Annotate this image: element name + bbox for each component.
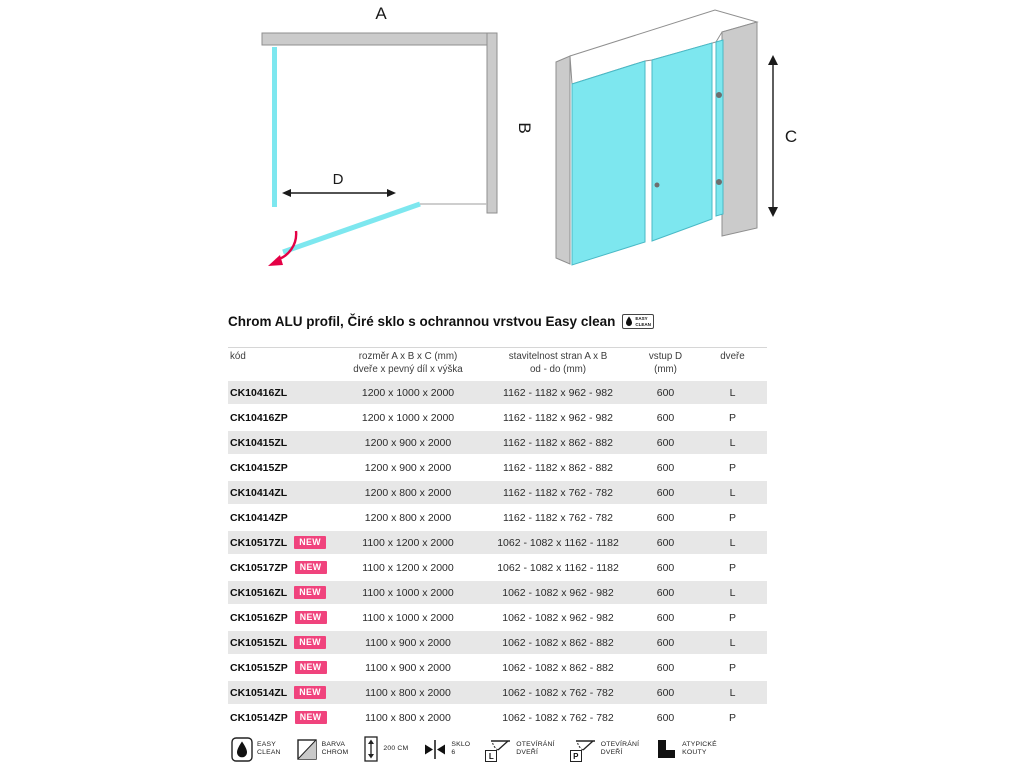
adjustability-cell: 1062 - 1082 x 962 - 982 [502,611,614,624]
left-wall [556,56,570,264]
door-side-cell: P [728,511,736,524]
product-code-cell [228,387,333,399]
glass-thickness-icon [423,737,447,762]
dim-b-label: B [515,122,534,134]
dimensions-cell: 1100 x 1000 x 2000 [362,586,454,599]
door-side-cell: P [728,611,736,624]
table-row [228,506,767,529]
table-row [228,706,767,729]
isometric-diagram [545,0,815,300]
product-code-cell [228,412,333,424]
entry-width-cell: 600 [656,711,675,724]
dimensions-cell: 1200 x 900 x 2000 [364,461,452,474]
product-code: CK10515ZP [230,661,288,674]
door-side-cell: L [729,436,736,449]
header-vstup: vstup D (mm) [648,351,683,375]
adjustability-cell: 1062 - 1082 x 762 - 782 [502,711,614,724]
dim-c-label: C [784,127,798,146]
right-wall [487,33,497,213]
table-row [228,656,767,679]
table-row [228,531,767,554]
feature-barva-chrom: BARVA CHROM [296,737,349,762]
adjustability-cell: 1062 - 1082 x 862 - 882 [502,636,614,649]
product-code-cell [228,462,333,474]
dim-c-arrow [768,55,778,217]
dimensions-cell: 1200 x 1000 x 2000 [361,411,455,424]
hinge-glass-strip [716,40,723,216]
adjustability-cell: 1062 - 1082 x 1162 - 1182 [497,536,619,549]
adjustability-cell: 1162 - 1182 x 962 - 982 [503,411,613,424]
new-badge: NEW [294,536,326,549]
door-side-cell: L [729,686,736,699]
dimensions-cell: 1200 x 800 x 2000 [364,486,452,499]
table-row [228,631,767,654]
easy-clean-badge [622,314,654,329]
product-code-cell [228,536,333,549]
entry-width-cell: 600 [656,586,675,599]
table-row [228,556,767,579]
product-code-cell [228,636,333,649]
badge-line1: EASY [635,316,648,322]
product-code: CK10415ZL [230,436,288,449]
dimensions-cell: 1100 x 1200 x 2000 [362,536,454,549]
entry-width-cell: 600 [656,436,675,449]
product-code: CK10516ZL [230,586,288,599]
table-row [228,381,767,404]
door-swing-arrow [268,231,296,266]
door-side-cell: L [729,636,736,649]
door-handle [655,183,660,188]
drop-icon [625,316,633,327]
door-side-cell: P [728,411,736,424]
product-code-cell [228,661,333,674]
new-badge: NEW [295,561,327,574]
table-row [228,481,767,504]
easy-clean-icon [231,737,253,762]
entry-width-cell: 600 [656,561,675,574]
product-code-cell [228,586,333,599]
entry-width-cell: 600 [656,636,675,649]
door-open-left-icon [485,736,512,762]
entry-width-cell: 600 [656,486,675,499]
entry-width-cell: 600 [656,661,675,674]
dim-d-label: D [332,171,344,188]
fixed-glass-panel [272,47,277,207]
feature-icons-row [231,736,717,762]
header-stavitelnost: stavitelnost stran A x B od - do (mm) [508,351,608,375]
door-side-cell: P [728,711,736,724]
height-arrow-icon [363,736,379,762]
product-code: CK10416ZL [230,386,288,399]
door-side-cell: L [729,536,736,549]
dimensions-cell: 1100 x 1000 x 2000 [362,611,454,624]
hinge-bottom [716,179,722,185]
door-glass-panel [652,43,712,241]
new-badge: NEW [295,661,327,674]
adjustability-cell: 1162 - 1182 x 862 - 882 [503,461,613,474]
dimensions-cell: 1200 x 800 x 2000 [364,511,452,524]
header-dvere: dveře [720,351,745,362]
adjustability-cell: 1062 - 1082 x 762 - 782 [502,686,614,699]
adjustability-cell: 1062 - 1082 x 1162 - 1182 [497,561,619,574]
page-title: Chrom ALU profil, Čiré sklo s ochrannou vrstvou Easy clean [228,314,616,329]
door-side-cell: P [728,561,736,574]
hinge-top [716,92,722,98]
right-wall [722,22,757,236]
product-code-cell [228,512,333,524]
door-side-cell: L [729,586,736,599]
dimensions-cell: 1200 x 1000 x 2000 [361,386,455,399]
new-badge: NEW [294,586,326,599]
entry-width-cell: 600 [656,536,675,549]
dimensions-cell: 1100 x 1200 x 2000 [362,561,454,574]
new-badge: NEW [294,686,326,699]
table-row [228,406,767,429]
new-badge: NEW [295,611,327,624]
feature-easy-clean: EASY CLEAN [231,737,281,762]
table-row [228,681,767,704]
adjustability-cell: 1062 - 1082 x 862 - 882 [502,661,614,674]
door-open-right-icon [570,736,597,762]
adjustability-cell: 1162 - 1182 x 762 - 782 [503,511,613,524]
adjustability-cell: 1162 - 1182 x 862 - 882 [503,436,613,449]
corner-icon [654,737,678,761]
header-kod: kód [230,351,246,362]
feature-atypical-corners: ATYPICKÉ KOUTY [654,737,717,761]
product-code: CK10515ZL [230,636,288,649]
table-header [228,350,767,381]
product-code: CK10416ZP [230,411,288,424]
dimensions-cell: 1100 x 900 x 2000 [365,636,451,649]
chrome-swatch-icon [296,737,318,762]
header-rozmer: rozměr A x B x C (mm) dveře x pevný díl x výška [353,351,463,375]
dimensions-cell: 1200 x 900 x 2000 [364,436,452,449]
door-side-cell: P [728,461,736,474]
product-code: CK10516ZP [230,611,288,624]
product-code: CK10514ZL [230,686,288,699]
new-badge: NEW [294,636,326,649]
new-badge: NEW [295,711,327,724]
dim-d-arrow [282,189,396,197]
door-glass-panel [283,204,420,252]
product-code-cell [228,686,333,699]
door-side-cell: L [729,386,736,399]
door-side-cell: L [729,486,736,499]
spec-table [228,347,767,731]
door-letter: L [485,750,497,762]
door-letter: P [570,750,582,762]
entry-width-cell: 600 [656,686,675,699]
table-row [228,431,767,454]
product-code: CK10414ZP [230,511,288,524]
dimensions-cell: 1100 x 800 x 2000 [365,686,451,699]
product-code: CK10415ZP [230,461,288,474]
product-code-cell [228,711,333,724]
product-code-cell [228,611,333,624]
entry-width-cell: 600 [656,411,675,424]
product-code: CK10514ZP [230,711,288,724]
product-code-cell [228,437,333,449]
feature-height-200: 200 CM [363,736,408,762]
table-body [228,381,767,729]
dim-a-label: A [375,4,387,23]
product-code-cell [228,487,333,499]
badge-line2: CLEAN [635,321,651,327]
top-view-diagram [230,0,540,300]
product-code: CK10414ZL [230,486,288,499]
door-side-cell: P [728,661,736,674]
dimensions-cell: 1100 x 900 x 2000 [365,661,451,674]
adjustability-cell: 1062 - 1082 x 962 - 982 [502,586,614,599]
entry-width-cell: 600 [656,461,675,474]
table-row [228,581,767,604]
product-code: CK10517ZL [230,536,288,549]
adjustability-cell: 1162 - 1182 x 962 - 982 [503,386,613,399]
table-row [228,456,767,479]
table-row [228,606,767,629]
top-wall [262,33,495,45]
feature-sklo-6: SKLO 6 [423,737,470,762]
product-code-cell [228,561,333,574]
entry-width-cell: 600 [656,386,675,399]
feature-opening-right: P OTEVÍRÁNÍ DVEŘÍ [570,736,639,762]
adjustability-cell: 1162 - 1182 x 762 - 782 [503,486,613,499]
side-glass-panel [572,61,645,265]
title-row [228,314,654,329]
feature-opening-left: L OTEVÍRÁNÍ DVEŘÍ [485,736,554,762]
entry-width-cell: 600 [656,511,675,524]
entry-width-cell: 600 [656,611,675,624]
dimensions-cell: 1100 x 800 x 2000 [365,711,451,724]
product-code: CK10517ZP [230,561,288,574]
